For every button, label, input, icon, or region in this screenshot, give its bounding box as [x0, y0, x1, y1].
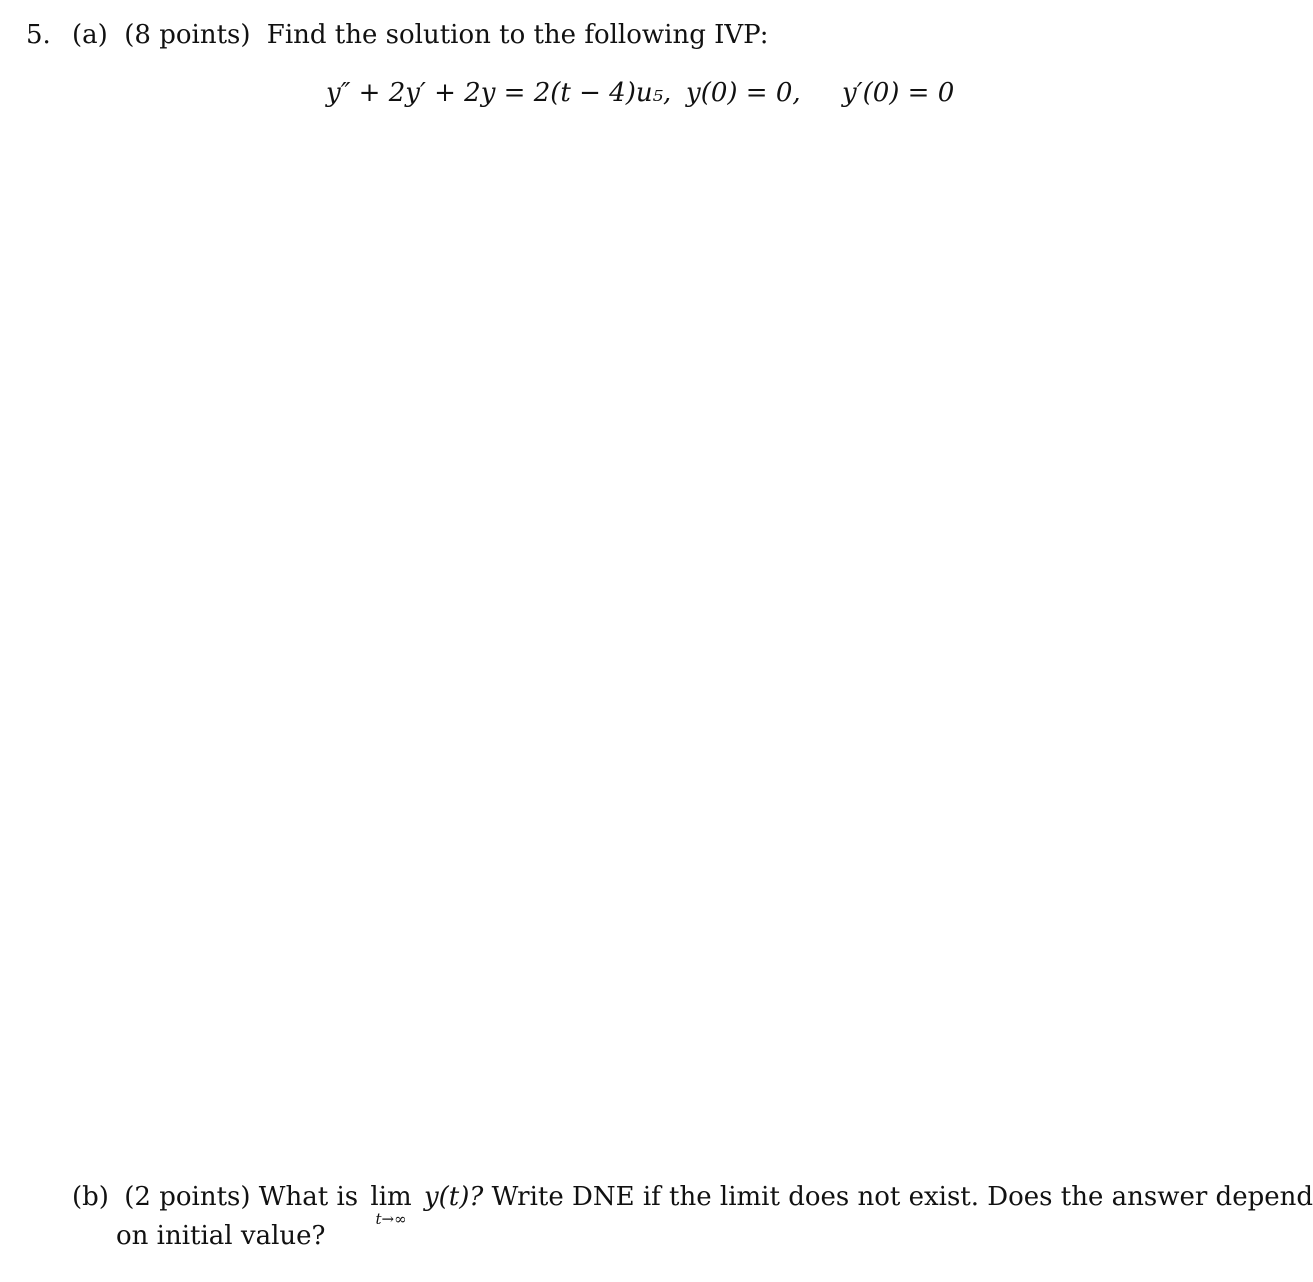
part-b-text-after-limit: Write DNE if the limit does not exist. Does the answer depend: [491, 1182, 1313, 1212]
part-a-label: (a): [72, 20, 108, 50]
initial-condition-y: y(0) = 0,: [686, 78, 801, 108]
problem-number: 5.: [26, 20, 51, 50]
part-b-line-1: [72, 1182, 1313, 1228]
part-b: [72, 1182, 1313, 1251]
part-b-text-before-limit: What is: [258, 1182, 359, 1212]
part-a-points: (8 points): [124, 20, 251, 50]
ivp-equation-row: [0, 78, 1206, 118]
initial-condition-y-prime: y′(0) = 0: [842, 78, 955, 108]
limit-function: y(t)?: [423, 1182, 484, 1212]
part-b-line-2: on initial value?: [116, 1221, 326, 1251]
limit-subscript: t→∞: [375, 1210, 407, 1228]
differential-equation: y″ + 2y′ + 2y = 2(t − 4)u₅,: [326, 78, 672, 108]
part-b-label: (b): [72, 1182, 109, 1212]
part-b-points: (2 points): [124, 1182, 251, 1212]
limit-expression: [370, 1182, 412, 1228]
limit-operator: lim: [370, 1182, 412, 1212]
part-a-prompt: Find the solution to the following IVP:: [266, 20, 769, 50]
part-a-header: [72, 20, 769, 50]
